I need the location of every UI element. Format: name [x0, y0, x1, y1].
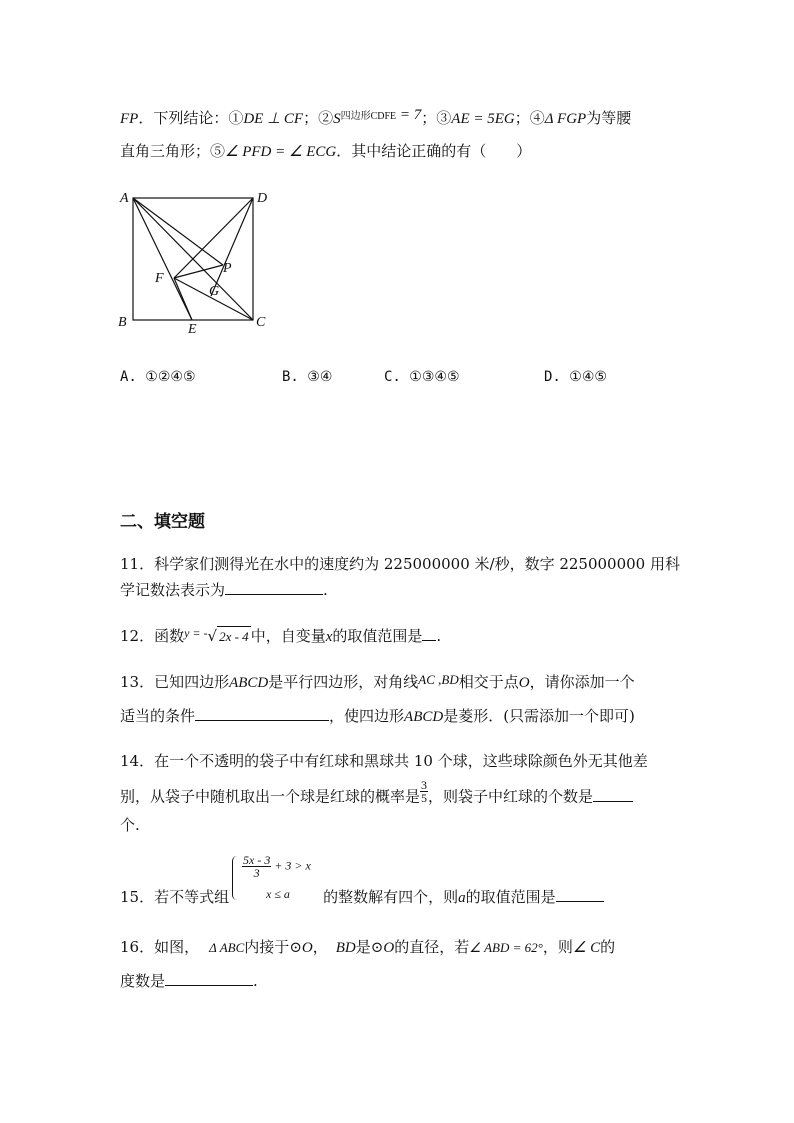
segment-ap: [133, 198, 223, 265]
inequality-2: x ≤ a: [266, 887, 290, 901]
circle-symbol: ⊙: [370, 938, 384, 956]
q11-answer-blank[interactable]: [225, 580, 323, 595]
q10-line2: 直角三角形；⑤∠ PFD = ∠ ECG．其中结论正确的有（ ）: [120, 142, 532, 160]
sqrt-symbol: √: [207, 627, 218, 645]
q13-answer-blank[interactable]: [195, 706, 329, 721]
label-c: C: [256, 315, 266, 330]
q12-line: 12．函数$^{y = -}$√ 2x - 4 中，自变量x的取值范围是 .: [120, 626, 442, 645]
segment-dg: [211, 198, 253, 296]
q13-line1: 13．已知四边形ABCD是平行四边形，对角线AC ,BD相交于点O，请你添加一个: [120, 672, 635, 691]
label-d: D: [257, 191, 268, 206]
q13-line2: 适当的条件 ，使四边形ABCD是菱形．(只需添加一个即可): [120, 707, 635, 725]
circle-symbol: ⊙: [289, 938, 302, 956]
q16-answer-blank[interactable]: [165, 971, 253, 986]
inequality-1: $\frac{5x - 3}{3}$ + 3 > x: [243, 853, 311, 880]
geometry-figure: [110, 186, 280, 336]
q11-line2: 学记数法表示为 .: [120, 581, 328, 599]
q14-line3: 个.: [120, 816, 140, 834]
option-c[interactable]: C. ①③④⑤: [384, 369, 460, 385]
segment-fe: [174, 278, 192, 320]
q10-line1: FP．下列结论：①DE ⊥ CF；$②S^{四边形CDFE} = 7$；③AE = 5EG；④Δ FGP为等腰: [120, 107, 632, 127]
section-title: 二、填空题: [120, 512, 205, 532]
segment-fp: [174, 265, 223, 278]
label-e: E: [188, 322, 197, 336]
q16-line1: 16．如图， Δ ABC内接于⊙O， BD是⊙O的直径，若∠ ABD = 62°，则∠ C的: [120, 938, 616, 956]
label-a: A: [120, 191, 129, 206]
label-p: P: [223, 261, 232, 276]
probability-fraction: $\frac{3}{5}$: [421, 778, 428, 805]
option-b[interactable]: B. ③④: [282, 369, 333, 385]
label-f: F: [155, 271, 164, 286]
q14-answer-blank[interactable]: [593, 787, 633, 802]
q14-line1: 14．在一个不透明的袋子中有红球和黑球共 10 个球，这些球除颜色外无其他差: [120, 752, 648, 770]
segment-ae: [133, 198, 192, 320]
q12-answer-blank[interactable]: [422, 626, 436, 641]
q15-answer-blank[interactable]: [556, 887, 604, 902]
label-g: G: [209, 284, 220, 299]
option-a[interactable]: A. ①②④⑤: [120, 369, 196, 385]
q11-line1: 11．科学家们测得光在水中的速度约为 225000000 米/秒，数字 225000000 用科: [120, 555, 680, 573]
option-d[interactable]: D. ①④⑤: [544, 369, 607, 385]
label-b: B: [118, 315, 127, 330]
q14-line2: 别，从袋子中随机取出一个球是红球的概率是 $\frac{3}{5}$ ，则袋子中红球的个数是: [120, 785, 633, 810]
q15-line: 15．若不等式组 的整数解有四个，则a的取值范围是: [120, 887, 604, 908]
q16-line2: 度数是 .: [120, 972, 258, 990]
